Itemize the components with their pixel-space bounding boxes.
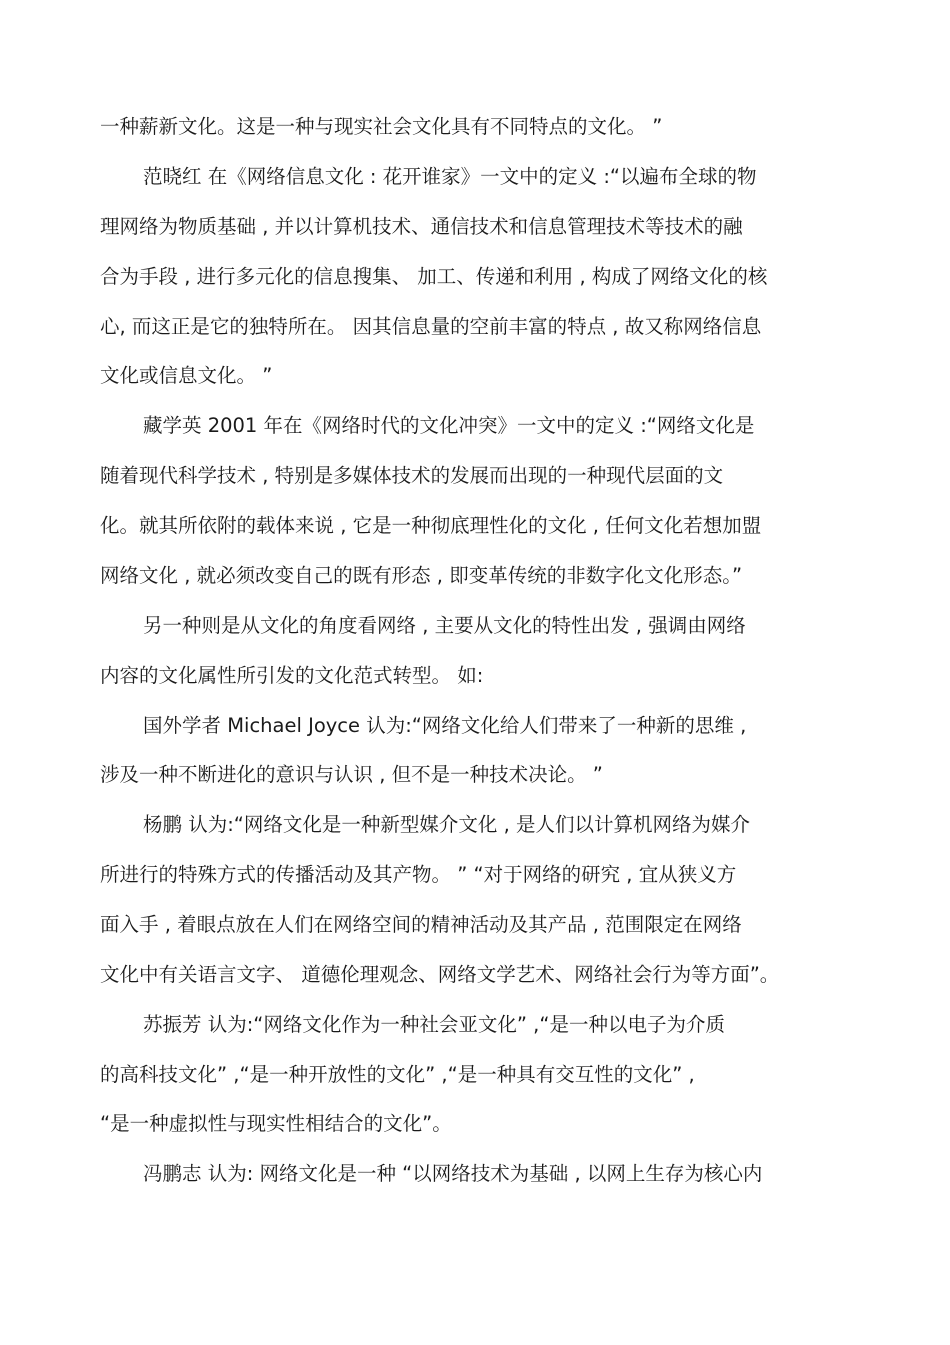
text-line: 冯鹏志 认为: 网络文化是一种 “以网络技术为基础 , 以网上生存为核心内 — [143, 1162, 763, 1185]
text-line: 随着现代科学技术 , 特别是多媒体技术的发展而出现的一种现代层面的文 — [100, 464, 724, 487]
text-line: 网络文化 , 就必须改变自己的既有形态 , 即变革传统的非数字化文化形态。” — [100, 564, 743, 587]
text-line: 另一种则是从文化的角度看网络 , 主要从文化的特性出发 , 强调由网络 — [143, 614, 746, 637]
text-line: 理网络为物质基础 , 并以计算机技术、通信技术和信息管理技术等技术的融 — [100, 215, 743, 238]
text-line: 文化或信息文化。 ” — [100, 364, 273, 387]
text-line: 心, 而这正是它的独特所在。 因其信息量的空前丰富的特点 , 故又称网络信息 — [100, 315, 762, 338]
text-line: 文化中有关语言文字、 道德伦理观念、网络文学艺术、网络社会行为等方面”。 — [100, 963, 780, 986]
text-line: 面入手 , 着眼点放在人们在网络空间的精神活动及其产品 , 范围限定在网络 — [100, 913, 742, 936]
text-line: 杨鹏 认为:“网络文化是一种新型媒介文化 , 是人们以计算机网络为媒介 — [143, 813, 750, 836]
text-line: “是一种虚拟性与现实性相结合的文化”。 — [100, 1112, 452, 1135]
text-line: 的高科技文化” ,“是一种开放性的文化” ,“是一种具有交互性的文化” , — [100, 1063, 695, 1086]
text-line: 范晓红 在《网络信息文化 : 花开谁家》一文中的定义 :“以遍布全球的物 — [143, 165, 757, 188]
text-line: 苏振芳 认为:“网络文化作为一种社会亚文化” ,“是一种以电子为介质 — [143, 1013, 725, 1036]
text-line: 化。就其所依附的载体来说 , 它是一种彻底理性化的文化 , 任何文化若想加盟 — [100, 514, 762, 537]
text-line: 涉及一种不断进化的意识与认识 , 但不是一种技术决论。 ” — [100, 763, 603, 786]
text-line: 所进行的特殊方式的传播活动及其产物。 ” “对于网络的研究 , 宜从狭义方 — [100, 863, 737, 886]
text-line: 一种薪新文化。这是一种与现实社会文化具有不同特点的文化。 ” — [100, 115, 663, 138]
text-line: 藏学英 2001 年在《网络时代的文化冲突》一文中的定义 :“网络文化是 — [143, 414, 755, 437]
text-line: 合为手段 , 进行多元化的信息搜集、 加工、传递和利用 , 构成了网络文化的核 — [100, 265, 768, 288]
text-line: 内容的文化属性所引发的文化范式转型。 如: — [100, 664, 484, 687]
text-line: 国外学者 Michael Joyce 认为:“网络文化给人们带来了一种新的思维 , — [143, 714, 747, 737]
